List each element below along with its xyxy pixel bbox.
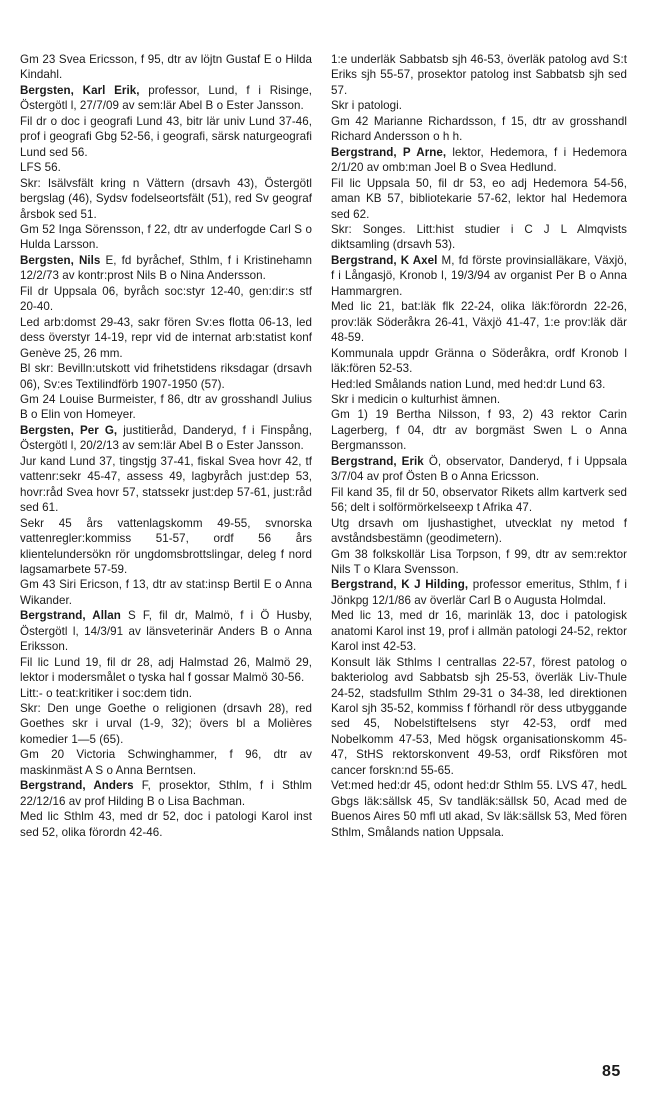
right-column — [331, 52, 627, 840]
entry-paragraph: Fil lic Lund 19, fil dr 28, adj Halmstad 26, Malmö 29, lektor i modersmålet o tyska hal f gossar Malmö 30-56. — [20, 655, 312, 685]
entry-paragraph: Med lic 21, bat:läk flk 22-24, olika läk:förordn 22-26, prov:läk Söderåkra 26-41, Växjö 41-47, 1:e prov:läk där 48-59. — [331, 300, 627, 345]
entry-paragraph: Kommunala uppdr Gränna o Söderåkra, ordf Kronob l läk:fören 52-53. — [331, 346, 627, 376]
entry-paragraph: Gm 20 Victoria Schwinghammer, f 96, dtr av maskinmäst A S o Anna Berntsen. — [20, 748, 312, 777]
entry-paragraph: Gm 42 Marianne Richardsson, f 15, dtr av grosshandl Richard Andersson o h h. — [331, 114, 627, 144]
entry-paragraph: Skr: Den unge Goethe o religionen (drsavh 28), red Goethes skr i urval (1-9, 32); övers bl a Molières komedier 1—5 (65). — [20, 702, 312, 746]
entry-paragraph: Bergstrand, K J Hilding, professor emeritus, Sthlm, f i Jönkpg 12/1/86 av överlär Carl B o Augusta Holmdal. — [331, 578, 627, 607]
entry-name: Bergstrand, P Arne, — [331, 145, 447, 159]
entry-paragraph: Bl skr: Bevilln:utskott vid frihetstidens riksdagar (drsavh 06), Sv:es Textilindförb 1907-1950 (57). — [20, 362, 312, 391]
entry-paragraph: Hed:led Smålands nation Lund, med hed:dr Lund 63. — [331, 377, 606, 391]
entry-paragraph: Fil dr Uppsala 06, byråch soc:styr 12-40, gen:dir:s stf 20-40. — [20, 284, 312, 314]
entry-paragraph: 1:e underläk Sabbatsb sjh 46-53, överläk patolog avd S:t Eriks sjh 55-57, prosektor patolog inst Sabbatsb sjh sed 57. — [331, 53, 627, 97]
entry-name: Bergsten, Nils — [20, 253, 101, 267]
entry-paragraph: Fil kand 35, fil dr 50, observator Rikets allm kartverk sed 56; delt i solförmörkelseexp t Afrika 47. — [331, 485, 627, 515]
entry-name: Bergstrand, Erik — [331, 454, 424, 468]
entry-paragraph: Med lic 13, med dr 16, marinläk 13, doc i patologisk anatomi Karol inst 19, prof i allmän patologi 24-52, rektor Karol inst 42-53. — [331, 609, 627, 654]
entry-paragraph: Led arb:domst 29-43, sakr fören Sv:es flotta 06-13, led dess överstyr 14-19, repr vid de internat arb:statist konf Genève 25, 26 mm. — [20, 315, 312, 360]
entry-paragraph: Bergstrand, Anders F, prosektor, Sthlm, f i Sthlm 22/12/16 av prof Hilding B o Lisa Bachman. — [20, 779, 313, 808]
page-number: 85 — [602, 1063, 621, 1080]
entry-paragraph: Gm 38 folkskollär Lisa Torpson, f 99, dtr av sem:rektor Nils T o Klara Svensson. — [331, 547, 627, 576]
entry-paragraph: Sekr 45 års vattenlagskomm 49-55, svnorska vattenregler:kommiss 51-57, ordf 56 års klientelundersökn rör ungdomsbrottslingar, deleg f nord lagsamarbete 57-59. — [20, 516, 312, 576]
entry-paragraph: Bergsten, Nils E, fd byråchef, Sthlm, f i Kristinehamn 12/2/73 av kontr:prost Nils B o Nina Andersson. — [20, 253, 312, 283]
entry-name: Bergsten, Karl Erik, — [20, 83, 140, 97]
entry-paragraph: Skr: Isälvsfält kring n Vättern (drsavh 43), Östergötl bergslag (46), Sydsv fodelseortsfält (51), red Sv geograf årsbok sed 51. — [20, 176, 312, 221]
entry-paragraph: Utg drsavh om ljushastighet, utvecklat ny metod f avståndsbestämn (geodimetern). — [331, 516, 627, 546]
entry-paragraph: Fil lic Uppsala 50, fil dr 53, eo adj Hedemora 54-56, aman KB 57, bibliotekarie 57-62, lektor hal Hedemora sed 62. — [331, 176, 627, 221]
entry-paragraph: Bergsten, Karl Erik, professor, Lund, f i Risinge, Östergötl l, 27/7/09 av sem:lär Abel B o Ester Jansson. — [20, 83, 312, 113]
entry-name: Bergstrand, Anders — [20, 779, 134, 793]
entry-name: Bergstrand, K J Hilding, — [331, 578, 469, 592]
entry-paragraph: Fil dr o doc i geografi Lund 43, bitr lär univ Lund 37-46, prof i geografi Gbg 52-56, i geografi, särsk naturgeografi Lund sed 56. — [20, 114, 312, 159]
entry-paragraph: LFS 56. — [20, 161, 61, 175]
left-column — [20, 52, 312, 840]
entry-paragraph: Skr i medicin o kulturhist ämnen. — [331, 392, 501, 406]
entry-name: Bergsten, Per G, — [20, 423, 118, 437]
entry-paragraph: Bergsten, Per G, justitieråd, Danderyd, f i Finspång, Östergötl l, 20/2/13 av sem:lär Abel B o Ester Jansson. — [20, 423, 313, 453]
entry-paragraph: Skr i patologi. — [331, 99, 402, 113]
entry-paragraph: Gm 43 Siri Ericson, f 13, dtr av stat:insp Bertil E o Anna Wikander. — [20, 578, 312, 607]
entry-paragraph: Gm 1) 19 Bertha Nilsson, f 93, 2) 43 rektor Carin Lagerberg, f 04, dtr av borgmäst Swen L o Anna Bergmansson. — [331, 408, 627, 453]
entry-paragraph: Skr: Songes. Litt:hist studier i C J L Almqvists diktsamling (drsavh 53). — [331, 222, 627, 252]
entry-name: Bergstrand, K Axel — [331, 253, 438, 267]
entry-paragraph: Bergstrand, Allan S F, fil dr, Malmö, f i Ö Husby, Östergötl l, 14/3/91 av länsveterinär Anders B o Anna Eriksson. — [20, 609, 312, 654]
entry-paragraph: Litt:- o teat:kritiker i soc:dem tidn. — [20, 686, 193, 700]
entry-paragraph: Konsult läk Sthlms l centrallas 22-57, förest patolog o bakteriolog avd Sabbatsb sjh 25-53, överläk Liv-Thule 24-52, stadsfullm Sthlm 29-31 o 34-38, led direktionen Karol sjh 35-52, kommiss f förhandl rör dess utbyggande sed 45, Nobelstiftelsens styr 42-53, ordf med Nobelkomm 47-53, Med högsk organisationskomm 45-47, StHS rektorskonvent 49-53, ordf Riksfören mot cancer forskn:nd 55-65. — [331, 655, 627, 777]
entry-paragraph: Jur kand Lund 37, tingstjg 37-41, fiskal Svea hovr 42, tf vattenr:sekr 45-47, assess 49, lagbyråch just:dep 53, hovr:råd Svea hovr 57, statssekr just:dep 57-61, just:råd sed 61. — [20, 454, 312, 515]
entry-paragraph: Bergstrand, P Arne, lektor, Hedemora, f i Hedemora 2/1/20 av omb:man Joel B o Svea Hedlund. — [331, 145, 627, 175]
entry-paragraph: Vet:med hed:dr 45, odont hed:dr Sthlm 55. LVS 47, hedL Gbgs läk:sällsk 45, Sv tandläk:sällsk 50, Acad med de Buenos Aires 50 mfl utl akad, Sv läk:sällsk 53, Med fören Sthlm, Smålands nation Uppsala. — [331, 779, 627, 839]
entry-paragraph: Bergstrand, Erik Ö, observator, Danderyd, f i Uppsala 3/7/04 av prof Östen B o Anna Ericsson. — [331, 454, 627, 484]
entry-paragraph: Gm 52 Inga Sörensson, f 22, dtr av underfogde Carl S o Hulda Larsson. — [20, 222, 312, 252]
entry-name: Bergstrand, Allan — [20, 609, 121, 623]
entry-paragraph: Med lic Sthlm 43, med dr 52, doc i patologi Karol inst sed 52, olika förordn 42-46. — [20, 810, 312, 839]
entry-paragraph: Bergstrand, K Axel M, fd förste provinsialläkare, Växjö, f i Långasjö, Kronob l, 19/3/94 av organist Per B o Anna Hammargren. — [331, 253, 628, 298]
entry-paragraph: Gm 23 Svea Ericsson, f 95, dtr av löjtn Gustaf E o Hilda Kindahl. — [20, 53, 312, 82]
entry-paragraph: Gm 24 Louise Burmeister, f 86, dtr av grosshandl Julius B o Elin von Homeyer. — [20, 392, 312, 422]
